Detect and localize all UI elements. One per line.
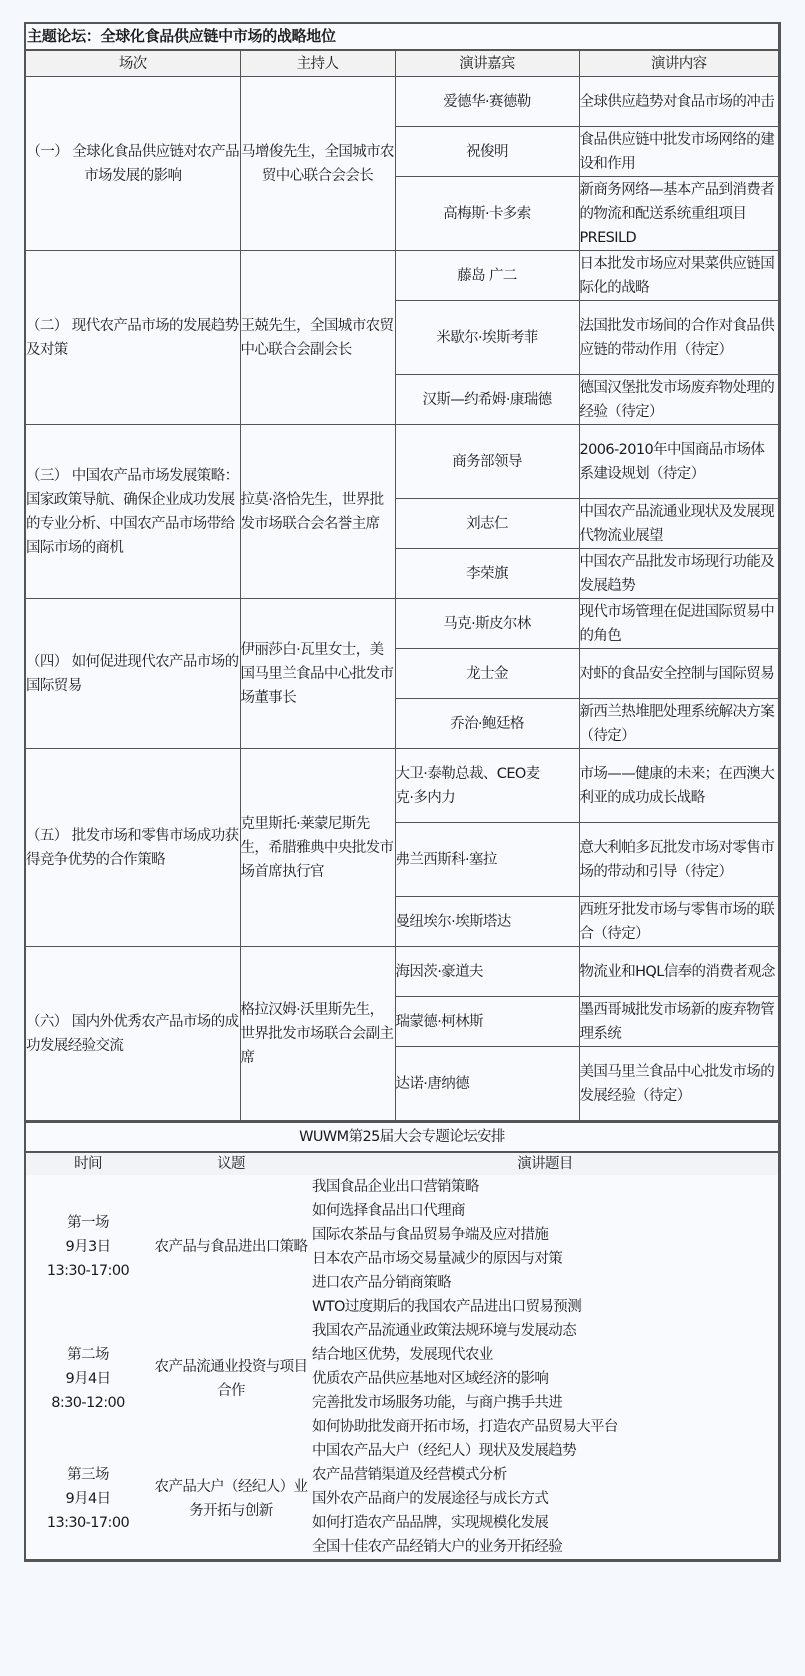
talk-topic: 市场——健康的未来；在西澳大利亚的成功成长战略: [579, 749, 778, 823]
session-name: （三） 中国农产品市场发展策略：国家政策导航、确保企业成功发展的专业分析、中国农产品市场带给国际市场的商机: [26, 425, 240, 599]
speaker: 达诺·唐纳德: [395, 1047, 579, 1121]
list-item: 日本农产品市场交易量减少的原因与对策: [312, 1251, 563, 1267]
table-row: [26, 425, 778, 499]
session-hours: 8:30-12:00: [51, 1395, 125, 1411]
header-content: 演讲内容: [579, 51, 778, 77]
session-theme: 农产品流通业投资与项目合作: [154, 1359, 308, 1399]
table-row: [26, 947, 778, 997]
table-row: [26, 77, 778, 127]
list-item: 进口农产品分销商策略: [312, 1275, 451, 1291]
session-time: [26, 1319, 150, 1439]
session-name: （一） 全球化食品供应链对农产品市场发展的影响: [26, 77, 240, 251]
talk-topic: 现代市场管理在促进国际贸易中的角色: [579, 599, 778, 649]
list-item: 如何选择食品出口代理商: [312, 1203, 465, 1219]
talk-topic: 物流业和HQL信奉的消费者观念: [579, 947, 778, 997]
header-theme: 议题: [150, 1153, 312, 1175]
session-host: 格拉汉姆·沃里斯先生，世界批发市场联合会副主席: [240, 947, 395, 1121]
table-header-row: [26, 1153, 778, 1175]
header-time: 时间: [26, 1153, 150, 1175]
talk-topic: 食品供应链中批发市场网络的建设和作用: [579, 127, 778, 177]
list-item: 优质农产品供应基地对区域经济的影响: [312, 1371, 549, 1387]
session-label: 第一场: [67, 1215, 109, 1231]
table-row: [26, 599, 778, 649]
list-item: 结合地区优势，发展现代农业: [312, 1347, 493, 1363]
speaker: 乔治·鲍廷格: [395, 699, 579, 749]
session-name: （六） 国内外优秀农产品市场的成功发展经验交流: [26, 947, 240, 1121]
talk-topic: 对虾的食品安全控制与国际贸易: [579, 649, 778, 699]
list-item: 我国食品企业出口营销策略: [312, 1179, 479, 1195]
header-session: 场次: [26, 51, 240, 77]
topic-list: [312, 1175, 778, 1319]
speaker: 米歇尔·埃斯考菲: [395, 301, 579, 375]
list-item: 国际农茶品与食品贸易争端及应对措施: [312, 1227, 549, 1243]
speaker: 龙士金: [395, 649, 579, 699]
speaker: 曼纽埃尔·埃斯塔达: [395, 897, 579, 947]
speaker: 刘志仁: [395, 499, 579, 549]
talk-topic: 2006-2010年中国商品市场体系建设规划（待定）: [579, 425, 778, 499]
session-label: 第三场: [67, 1467, 109, 1483]
table-row: [26, 1439, 778, 1559]
speaker: 瑞蒙德·柯林斯: [395, 997, 579, 1047]
list-item: 如何协助批发商开拓市场，打造农产品贸易大平台: [312, 1419, 618, 1435]
table-header-row: [26, 51, 778, 77]
topic-list: [312, 1439, 778, 1559]
list-item: 完善批发市场服务功能，与商户携手共进: [312, 1395, 563, 1411]
talk-topic: 中国农产品流通业现状及发展现代物流业展望: [579, 499, 778, 549]
speaker: 祝俊明: [395, 127, 579, 177]
speaker: 弗兰西斯科·塞拉: [395, 823, 579, 897]
list-item: 全国十佳农产品经销大户的业务开拓经验: [312, 1539, 563, 1555]
session-host: 伊丽莎白·瓦里女士，美国马里兰食品中心批发市场董事长: [240, 599, 395, 749]
list-item: 农产品营销渠道及经营模式分析: [312, 1467, 507, 1483]
main-forum-title: 主题论坛：全球化食品供应链中市场的战略地位: [26, 24, 778, 51]
session-date: 9月4日: [65, 1371, 111, 1387]
header-topics: 演讲题目: [312, 1153, 778, 1175]
talk-topic: 德国汉堡批发市场废弃物处理的经验（待定）: [579, 375, 778, 425]
session-name: （二） 现代农产品市场的发展趋势及对策: [26, 251, 240, 425]
list-item: 国外农产品商户的发展途径与成长方式: [312, 1491, 549, 1507]
speaker: 海因茨·豪道夫: [395, 947, 579, 997]
session-time: [26, 1175, 150, 1319]
list-item: 如何打造农产品品牌，实现规模化发展: [312, 1515, 549, 1531]
table-row: [26, 251, 778, 301]
talk-topic: 美国马里兰食品中心批发市场的发展经验（待定）: [579, 1047, 778, 1121]
session-hours: 13:30-17:00: [46, 1515, 130, 1531]
table-row: [26, 1319, 778, 1439]
speaker: 马克·斯皮尔林: [395, 599, 579, 649]
session-theme: 农产品与食品进出口策略: [154, 1239, 308, 1255]
header-speaker: 演讲嘉宾: [395, 51, 579, 77]
session-host: 拉莫·洛恰先生，世界批发市场联合会名誉主席: [240, 425, 395, 599]
table-row: [26, 749, 778, 823]
session-name: （五） 批发市场和零售市场成功获得竞争优势的合作策略: [26, 749, 240, 947]
session-date: 9月4日: [65, 1491, 111, 1507]
talk-topic: 新商务网络—基本产品到消费者的物流和配送系统重组项目PRESILD: [579, 177, 778, 251]
speaker: 高梅斯·卡多索: [395, 177, 579, 251]
special-forum-title: WUWM第25届大会专题论坛安排: [26, 1121, 778, 1153]
talk-topic: 意大利帕多瓦批发市场对零售市场的带动和引导（待定）: [579, 823, 778, 897]
talk-topic: 墨西哥城批发市场新的废弃物管理系统: [579, 997, 778, 1047]
speaker: 李荣旗: [395, 549, 579, 599]
talk-topic: 中国农产品批发市场现行功能及发展趋势: [579, 549, 778, 599]
speaker: 大卫·泰勒总裁、CEO麦克·多内力: [395, 749, 579, 823]
session-label: 第二场: [67, 1347, 109, 1363]
speaker: 商务部领导: [395, 425, 579, 499]
list-item: 中国农产品大户（经纪人）现状及发展趋势: [312, 1443, 577, 1459]
topic-list: [312, 1319, 778, 1439]
talk-topic: 全球供应趋势对食品市场的冲击: [579, 77, 778, 127]
talk-topic: 法国批发市场间的合作对食品供应链的带动作用（待定）: [579, 301, 778, 375]
talk-topic: 日本批发市场应对果菜供应链国际化的战略: [579, 251, 778, 301]
session-hours: 13:30-17:00: [46, 1263, 130, 1279]
table-row: [26, 1175, 778, 1319]
speaker: 爱德华·赛德勒: [395, 77, 579, 127]
talk-topic: 西班牙批发市场与零售市场的联合（待定）: [579, 897, 778, 947]
session-time: [26, 1439, 150, 1559]
session-date: 9月3日: [65, 1239, 111, 1255]
session-theme: 农产品大户（经纪人）业务开拓与创新: [154, 1479, 308, 1519]
list-item: WTO过度期后的我国农产品进出口贸易预测: [312, 1299, 582, 1315]
session-name: （四） 如何促进现代农产品市场的国际贸易: [26, 599, 240, 749]
session-host: 马增俊先生，全国城市农贸中心联合会会长: [240, 77, 395, 251]
document-frame: [24, 22, 781, 1562]
session-host: 王兢先生，全国城市农贸中心联合会副会长: [240, 251, 395, 425]
talk-topic: 新西兰热堆肥处理系统解决方案（待定）: [579, 699, 778, 749]
speaker: 藤岛 广二: [395, 251, 579, 301]
session-host: 克里斯托·莱蒙尼斯先生，希腊雅典中央批发市场首席执行官: [240, 749, 395, 947]
main-forum-table: [26, 51, 778, 1121]
speaker: 汉斯—约希姆·康瑞德: [395, 375, 579, 425]
header-host: 主持人: [240, 51, 395, 77]
list-item: 我国农产品流通业政策法规环境与发展动态: [312, 1323, 577, 1339]
special-forum-table: [26, 1153, 778, 1559]
